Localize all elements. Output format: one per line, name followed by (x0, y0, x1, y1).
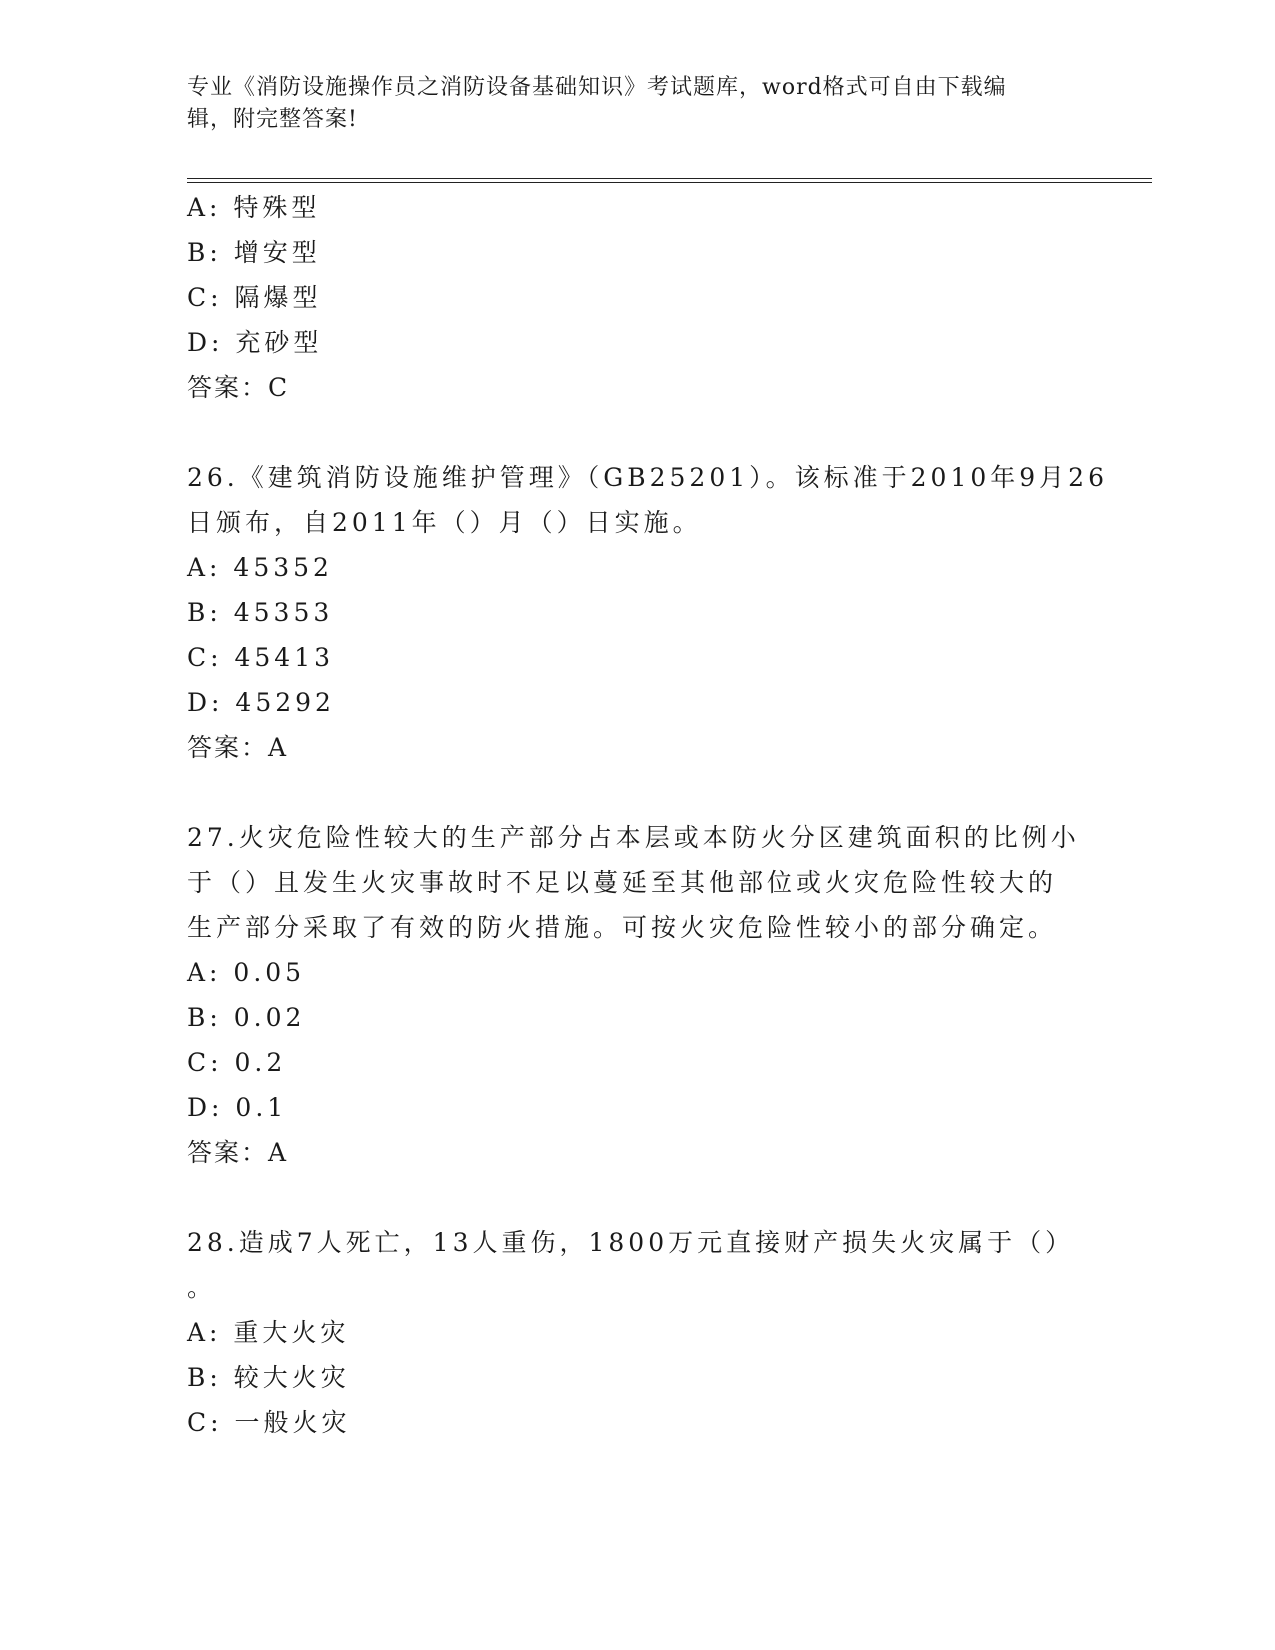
document-header (187, 72, 1087, 136)
q27-option-d: D: 0.1 (187, 1093, 288, 1122)
header-line-1: 专业《消防设施操作员之消防设备基础知识》考试题库，word格式可自由下载编 (187, 75, 1007, 100)
q25-option-c: C: 隔爆型 (187, 283, 322, 312)
q28-text-line-2: 。 (187, 1273, 217, 1302)
q26-text-line-2: 日颁布，自2011年（）月（）日实施。 (187, 508, 702, 537)
q26-text-line-1: 26.《建筑消防设施维护管理》（GB25201）。该标准于2010年9月26 (187, 463, 1108, 492)
q28-option-a: A: 重大火灾 (187, 1318, 350, 1347)
q27-text-line-1: 27.火灾危险性较大的生产部分占本层或本防火分区建筑面积的比例小 (187, 823, 1080, 852)
q28-option-b: B: 较大火灾 (187, 1363, 350, 1392)
q25-option-d: D: 充砂型 (187, 328, 323, 357)
q26-option-d: D: 45292 (187, 688, 335, 717)
q27-option-c: C: 0.2 (187, 1048, 287, 1077)
q26-option-b: B: 45353 (187, 598, 334, 627)
q25-option-a: A: 特殊型 (187, 193, 321, 222)
q27-option-b: B: 0.02 (187, 1003, 306, 1032)
q27-text-line-3: 生产部分采取了有效的防火措施。可按火灾危险性较小的部分确定。 (187, 913, 1058, 942)
q26-answer: 答案：A (187, 733, 289, 762)
q25-answer: 答案：C (187, 373, 290, 402)
q26-option-c: C: 45413 (187, 643, 335, 672)
q28-option-c: C: 一般火灾 (187, 1408, 351, 1437)
q27-option-a: A: 0.05 (187, 958, 306, 987)
header-rule-top (187, 178, 1152, 179)
q27-answer: 答案：A (187, 1138, 289, 1167)
q25-option-b: B: 增安型 (187, 238, 321, 267)
header-rule-bottom (187, 182, 1152, 183)
q27-text-line-2: 于（）且发生火灾事故时不足以蔓延至其他部位或火灾危险性较大的 (187, 868, 1058, 897)
q28-text-line-1: 28.造成7人死亡，13人重伤，1800万元直接财产损失火灾属于（） (187, 1228, 1075, 1257)
header-line-2: 辑，附完整答案! (187, 107, 358, 132)
q26-option-a: A: 45352 (187, 553, 333, 582)
